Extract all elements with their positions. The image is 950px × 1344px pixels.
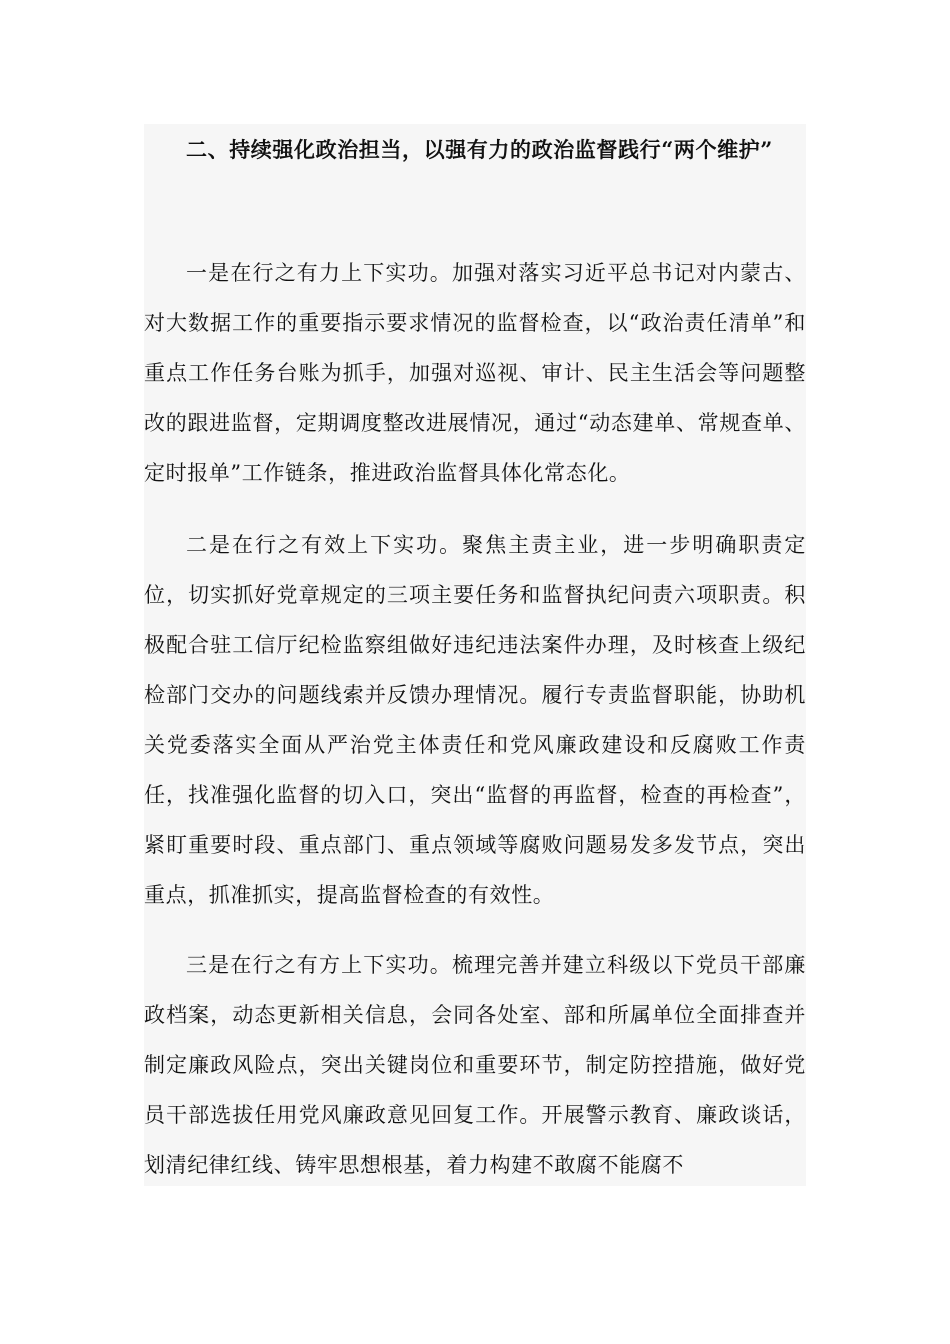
paragraph-1: 一是在行之有力上下实功。加强对落实习近平总书记对内蒙古、对大数据工作的重要指示要求情况的监督检查，以“政治责任清单”和重点工作任务台账为抓手，加强对巡视、审计、民主生活会等问题整改的跟进监督，定期调度整改进展情况，通过“动态建单、常规查单、定时报单”工作链条，推进政治监督具体化常态化。 [144, 261, 806, 485]
section-heading: 二、持续强化政治担当，以强有力的政治监督践行“两个维护” [186, 137, 773, 162]
paragraph-3: 三是在行之有方上下实功。梳理完善并建立科级以下党员干部廉政档案，动态更新相关信息，会同各处室、部和所属单位全面排查并制定廉政风险点，突出关键岗位和重要环节，制定防控措施，做好党员干部选拔任用党风廉政意见回复工作。开展警示教育、廉政谈话，划清纪律红线、铸牢思想根基，着力构建不敢腐不能腐不 [144, 953, 806, 1177]
paragraph-2: 二是在行之有效上下实功。聚焦主责主业，进一步明确职责定位，切实抓好党章规定的三项主要任务和监督执纪问责六项职责。积极配合驻工信厅纪检监察组做好违纪违法案件办理，及时核查上级纪检部门交办的问题线索并反馈办理情况。履行专责监督职能，协助机关党委落实全面从严治党主体责任和党风廉政建设和反腐败工作责任，找准强化监督的切入口，突出“监督的再监督，检查的再检查”，紧盯重要时段、重点部门、重点领域等腐败问题易发多发节点，突出重点，抓准抓实，提高监督检查的有效性。 [144, 533, 806, 907]
